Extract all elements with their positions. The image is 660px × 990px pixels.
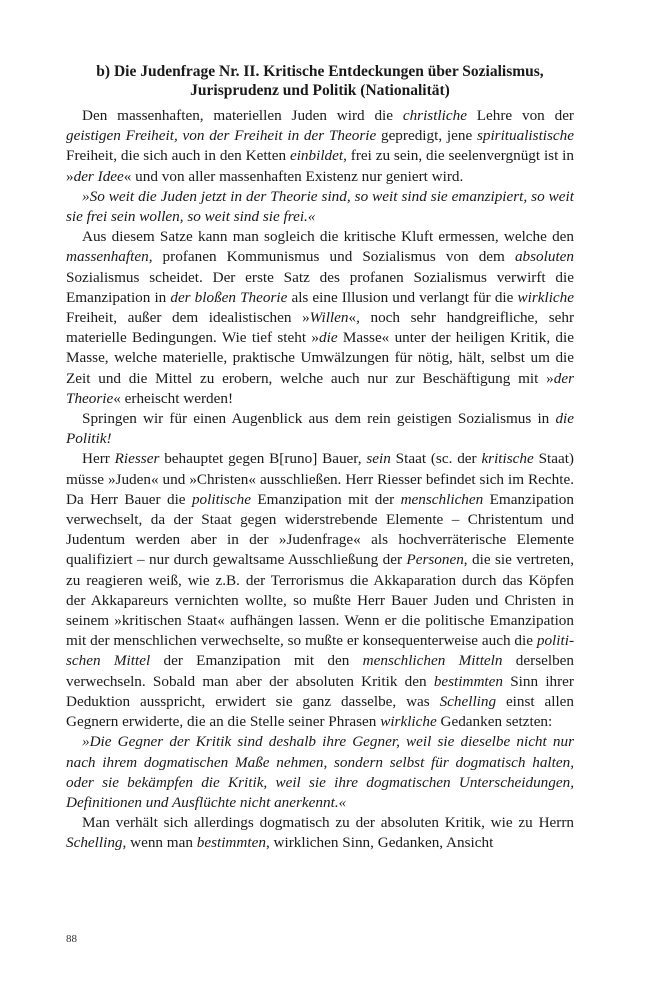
paragraph xyxy=(66,813,574,853)
paragraph xyxy=(66,227,574,409)
text-run: Emanzipation verwechselt, da der Staat gegen widerstrebende Elemente – Christentum und Judentum werden aber in der »Judenfrage« als hochverräterische Elemente qualifiziert – nur durch gewaltsame Ausschließung der xyxy=(66,490,574,569)
block-quote xyxy=(66,732,574,813)
emphasis-run: kritische xyxy=(481,450,534,468)
text-run: Lehre von der xyxy=(466,107,574,124)
emphasis-run: bestimmten xyxy=(433,672,503,690)
emphasis-run: wirkliche xyxy=(380,713,437,731)
emphasis-run: politische xyxy=(191,490,251,508)
text-run: « erheischt werden! xyxy=(113,389,234,407)
text-run: gepredigt, jene xyxy=(376,127,477,145)
text-run: Man verhält sich allerdings dogmatisch zu der absoluten Kritik, wie zu Herrn xyxy=(82,814,574,832)
text-run: Freiheit, außer dem idealistischen » xyxy=(66,309,310,327)
page-body xyxy=(66,62,574,854)
emphasis-run: massenhaften xyxy=(66,248,149,266)
emphasis-run: der bloßen Theorie xyxy=(170,288,288,306)
emphasis-run: der Idee xyxy=(73,167,124,185)
emphasis-run: bestimmten xyxy=(196,834,266,852)
text-run: «, noch sehr handgreifliche, sehr materielle Bedingungen. Wie tief steht » xyxy=(66,309,574,347)
emphasis-run: einbildet xyxy=(289,147,344,165)
text-run: einst allen Gegnern erwiderte, die an die Stelle seiner Phrasen xyxy=(66,692,575,731)
emphasis-run: geistigen Freiheit, von der Freiheit in der Theorie xyxy=(66,127,377,145)
text-run: Den massenhaften, materiellen Juden wird die xyxy=(82,107,403,124)
text-run: « und von aller massenhaften Existenz nur geniert wird. xyxy=(123,167,464,185)
text-run: Emanzipation mit der xyxy=(251,490,401,508)
page-number: 88 xyxy=(66,933,77,945)
emphasis-run: Willen xyxy=(309,309,349,327)
text-run: , wirklichen Sinn, Gedanken, Ansicht xyxy=(265,834,494,852)
emphasis-run: menschlichen Mitteln xyxy=(362,652,503,670)
emphasis-run: Schelling xyxy=(439,692,497,710)
text-run: Staat) müsse »Juden« und »Christen« ausschließen. Herr Riesser befindet sich im Rechte. Da Herr Bauer die xyxy=(66,450,574,508)
text-run: Sozialismus scheidet. Der erste Satz des profanen Sozialismus verwirft die Emanzipation in xyxy=(66,268,574,306)
text-run: der Emanzipation mit den xyxy=(150,652,363,670)
emphasis-run: sein xyxy=(366,450,391,468)
text-run: Freiheit, die sich auch in den Ketten xyxy=(66,147,290,165)
text-run: Aus diesem Satze kann man sogleich die kritische Kluft ermessen, welche den xyxy=(82,228,574,246)
text-run: als eine Illusion und verlangt für die xyxy=(287,288,518,306)
emphasis-run: Personen xyxy=(406,551,464,569)
paragraph xyxy=(66,409,574,449)
text-run: Springen wir für einen Augenblick aus dem rein geistigen Sozialismus in xyxy=(82,410,556,428)
paragraph xyxy=(66,449,574,732)
emphasis-run: Schelling xyxy=(66,834,123,852)
emphasis-run: der Theorie xyxy=(66,369,574,407)
emphasis-run: die xyxy=(319,329,338,347)
block-quote xyxy=(66,187,574,227)
emphasis-run: menschlichen xyxy=(400,490,484,508)
emphasis-run: wirkliche xyxy=(517,288,574,306)
emphasis-run: »Die Gegner der Kritik sind deshalb ihre Gegner, weil sie dieselbe nicht nur nach ihrem dogmatischen Maße nehmen, sondern selbst für dogmatisch halten, oder sie bekämpfen die Kritik, weil sie ihre dogmatischen Unterscheidungen, Definitionen und Ausflüchte nicht anerkennt.« xyxy=(66,733,574,811)
section-heading-line-2: Jurisprudenz und Politik (Nationalität) xyxy=(190,82,450,99)
emphasis-run: »So weit die Juden jetzt in der Theorie sind, so weit sind sie emanzipiert, so weit sie frei sein wollen, so weit sind sie frei.« xyxy=(66,187,574,226)
text-run: Staat (sc. der xyxy=(390,450,482,468)
paragraph xyxy=(66,106,574,187)
text-run: , wenn man xyxy=(122,834,197,852)
emphasis-run: Riesser xyxy=(114,450,160,468)
emphasis-run: spiritualistische xyxy=(476,127,574,145)
emphasis-run: politischen Mittel xyxy=(66,632,574,670)
text-run: Gedanken setzten: xyxy=(436,713,553,731)
text-run: Masse« unter der heiligen Kritik, die Masse, welche materielle, praktische Umwälzungen für nötig, hält, selbst um die Zeit und die Mittel zu erobern, welche auch nur zur Beschäftigung mit » xyxy=(66,329,574,387)
text-run: behauptet gegen B[runo] Bauer, xyxy=(159,450,367,468)
emphasis-run: absoluten xyxy=(514,248,574,266)
text-run: , profanen Kommunismus und Sozialismus von dem xyxy=(148,248,515,266)
section-heading xyxy=(66,62,574,100)
text-run: , frei zu sein, die seelenvergnügt ist in » xyxy=(66,147,574,185)
text-run: Herr xyxy=(82,450,115,468)
text-run: , die sie vertreten, zu reagieren weiß, wie z.B. der Terrorismus die Akkaparation durch das Köpfen der Akkapareurs vernichten wollte, so mußte Herr Bauer Juden und Christen in seinem »kritischen Staat« aufhängen lassen. Wenn er die politische Emanzipation mit der menschlichen verwechselte, so mußte er konsequenterweise auch die xyxy=(66,551,575,650)
emphasis-run: die Politik! xyxy=(66,410,574,448)
emphasis-run: christliche xyxy=(402,107,467,124)
body-text xyxy=(66,106,574,854)
text-run: derselben verwechseln. Sobald man aber der absoluten Kritik den xyxy=(66,652,575,690)
section-heading-line-1: b) Die Judenfrage Nr. II. Kritische Entdeckungen über Sozialismus, xyxy=(96,63,544,80)
text-run: Sinn ihrer Deduktion ausspricht, erwidert sie ganz dasselbe, was xyxy=(66,672,574,710)
